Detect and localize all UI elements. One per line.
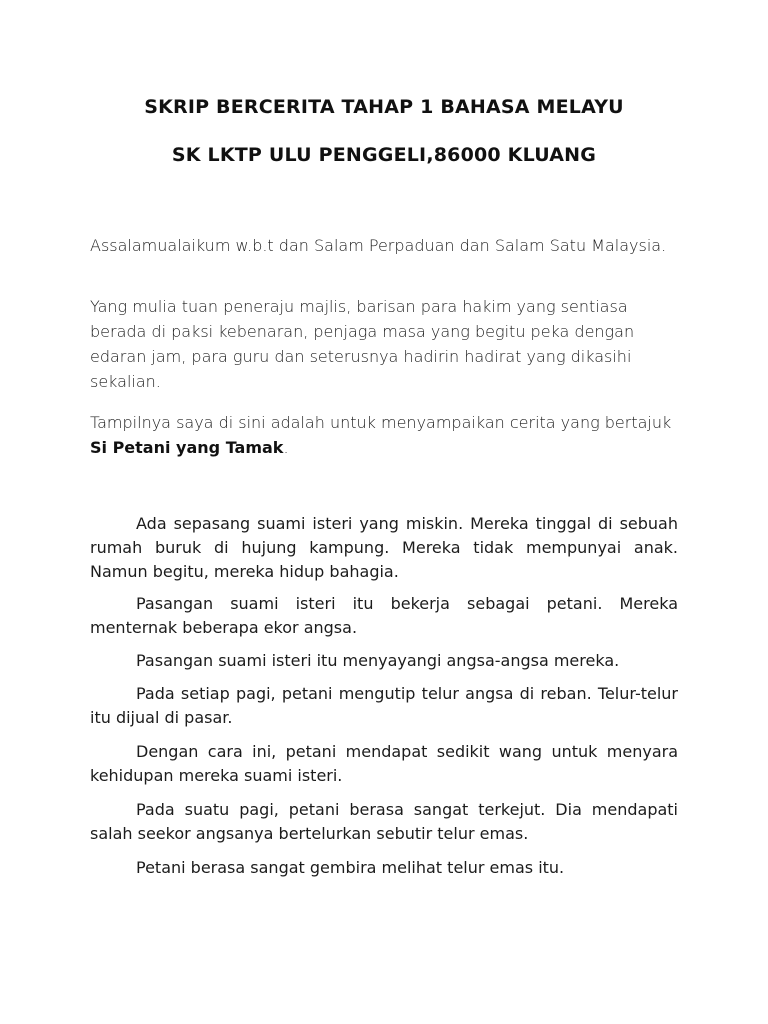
- school-title: SK LKTP ULU PENGGELI,86000 KLUANG: [171, 144, 597, 166]
- address-paragraph: Yang mulia tuan peneraju majlis, barisan para hakim yang sentiasa berada di paksi kebenaran, penjaga masa yang begitu peka dengan edaran jam, para guru dan seterusnya hadirin hadirat yang dikasihi sekalian.: [90, 297, 635, 391]
- story-paragraph-7: Petani berasa sangat gembira melihat telur emas itu.: [136, 858, 565, 877]
- story-paragraph-6: Pada suatu pagi, petani berasa sangat terkejut. Dia mendapati salah seekor angsanya bertelurkan sebutir telur emas.: [90, 800, 678, 843]
- story-paragraph-4: Pada setiap pagi, petani mengutip telur angsa di reban. Telur-telur itu dijual di pasar.: [90, 684, 678, 727]
- story-intro-paragraph: [90, 410, 680, 460]
- greeting-paragraph: Assalamualaikum w.b.t dan Salam Perpaduan dan Salam Satu Malaysia.: [90, 236, 667, 255]
- story-intro-text: Tampilnya saya di sini adalah untuk menyampaikan cerita yang bertajuk: [90, 413, 672, 432]
- story-paragraph-5: Dengan cara ini, petani mendapat sedikit wang untuk menyara kehidupan mereka suami isteri.: [90, 742, 678, 785]
- story-paragraph-2: Pasangan suami isteri itu bekerja sebagai petani. Mereka menternak beberapa ekor angsa.: [90, 594, 678, 637]
- story-paragraph-3: Pasangan suami isteri itu menyayangi angsa-angsa mereka.: [136, 651, 620, 670]
- document-title: SKRIP BERCERITA TAHAP 1 BAHASA MELAYU: [144, 96, 624, 118]
- story-intro-end: .: [283, 438, 289, 457]
- story-paragraph-1: Ada sepasang suami isteri yang miskin. Mereka tinggal di sebuah rumah buruk di hujung kampung. Mereka tidak mempunyai anak. Namun begitu, mereka hidup bahagia.: [90, 514, 678, 581]
- story-title: Si Petani yang Tamak: [90, 438, 284, 457]
